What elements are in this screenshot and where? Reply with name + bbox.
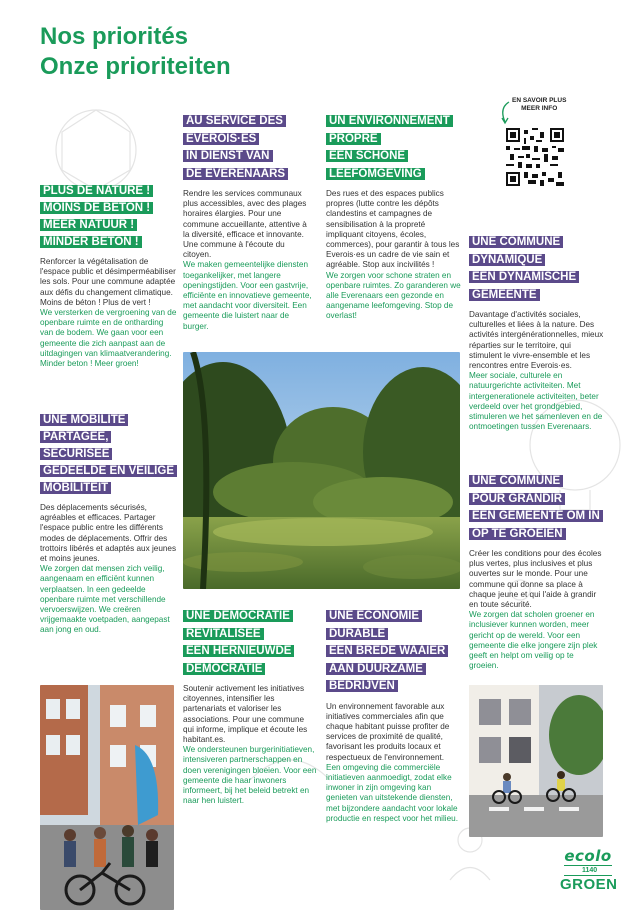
heading-line: DE EVERENAARS bbox=[183, 168, 288, 180]
heading-line: EEN HERNIEUWDE bbox=[183, 645, 294, 657]
heading-line: LEEFOMGEVING bbox=[326, 168, 425, 180]
heading-line: PLUS DE NATURE ! bbox=[40, 185, 153, 197]
text-nl: Meer sociale, culturele en natuurgerichte activiteiten. Met intergenerationele activiteiten, beter verdeeld over het grondgebied, stimuleren we het samenleven en de ontmoetingen tussen Everenaars. bbox=[469, 371, 603, 432]
info-label-nl: MEER INFO bbox=[521, 105, 558, 112]
section-economie bbox=[326, 608, 462, 824]
section-grandir bbox=[469, 473, 605, 671]
heading-line: DYNAMIQUE bbox=[469, 254, 545, 266]
section-nature bbox=[40, 183, 177, 369]
page-title bbox=[40, 22, 231, 82]
photo-pond bbox=[183, 352, 460, 589]
heading-line: MINDER BETON ! bbox=[40, 236, 142, 248]
text-nl: We zorgen voor schone straten en openbare ruimtes. Zo garanderen we alle Everenaars een gezonde en aangename leefomgeving. Stop de overlast! bbox=[326, 270, 461, 321]
heading-line: OP TE GROEIEN bbox=[469, 528, 566, 540]
text-fr: Un environnement favorable aux initiatives commerciales afin que chaque habitant puisse profiter de services de proximité de qualité, favorisant les produits locaux et respectueux de l'environnement. bbox=[326, 701, 450, 762]
title-nl: Onze prioriteiten bbox=[40, 53, 231, 80]
text-fr: Davantage d'activités sociales, culturelles et liées à la nature. Des activités intergénérationnelles, mieux réparties sur le territoire, qui stimulent le vivre-ensemble et les rencontres entre Everois·es. bbox=[469, 310, 604, 371]
heading-line: IN DIENST VAN bbox=[183, 150, 273, 162]
section-heading bbox=[469, 473, 605, 543]
heading-line: REVITALISÉE bbox=[183, 628, 264, 640]
heading-line: UNE DÉMOCRATIE bbox=[183, 610, 293, 622]
heading-line: AU SERVICE DES bbox=[183, 115, 286, 127]
text-nl: We zorgen dat mensen zich veilig, aangenaam en efficiënt kunnen verplaatsen. In een gedeelde openbare ruimte met verschillende vervoerswijzen. We creëren vrijgemaakte voetpaden, aangepast aan jong en oud. bbox=[40, 564, 170, 635]
text-fr: Des déplacements sécurisés, agréables et efficaces. Partager l'espace public entre les différents modes de déplacements. Offrir des trottoirs libérés et adaptés aux jeunes et moins jeunes. bbox=[40, 503, 177, 564]
info-label bbox=[512, 97, 566, 113]
logo-groen: GROEN bbox=[560, 876, 618, 893]
heading-line: GEMEENTE bbox=[469, 289, 540, 301]
qr-code[interactable] bbox=[506, 128, 564, 186]
photo-kids-cycling bbox=[469, 685, 603, 837]
heading-line: EEN GEMEENTE OM IN bbox=[469, 510, 603, 522]
text-fr: Soutenir activement les initiatives citoyennes, intensifier les partenariats et valoriser les associations. Pour une commune qui informe, implique et écoute les habitant.es. bbox=[183, 684, 308, 745]
heading-line: POUR GRANDIR bbox=[469, 493, 565, 505]
heading-line: MOBILITEIT bbox=[40, 482, 111, 494]
arrow-icon bbox=[497, 100, 513, 126]
heading-line: EEN DYNAMISCHE bbox=[469, 271, 579, 283]
heading-line: DEMOCRATIE bbox=[183, 663, 265, 675]
text-fr: Créer les conditions pour des écoles plus vertes, plus inclusives et plus ouvertes sur le monde. Pour une commune qui donne sa place à chaque jeune et qui l'aide à grandir en toute sécurité. bbox=[469, 549, 602, 610]
section-heading bbox=[326, 608, 462, 696]
section-heading bbox=[469, 234, 605, 304]
heading-line: MEER NATUUR ! bbox=[40, 219, 137, 231]
heading-line: UNE COMMUNE bbox=[469, 475, 563, 487]
title-fr: Nos priorités bbox=[40, 23, 189, 50]
text-fr: Rendre les services communaux plus accessibles, avec des plages horaires élargies. Pour une commune accueillante, attentive à la diversité, efficace et innovante. Une commune à l'écoute du citoyen. bbox=[183, 189, 307, 260]
heading-line: UN ENVIRONNEMENT bbox=[326, 115, 453, 127]
text-fr: Des rues et des espaces publics propres (lutte contre les dépôts clandestins et campagnes de sensibilisation à la propreté impliquant citoyens, écoles, commerces), pour garantir à tous les Everois·es un cadre de vie sain et agréable. Stop aux incivilités ! bbox=[326, 189, 460, 270]
heading-line: GEDEELDE EN VEILIGE bbox=[40, 465, 177, 477]
heading-line: AAN DUURZAME bbox=[326, 663, 426, 675]
heading-line: MOINS DE BÉTON ! bbox=[40, 202, 153, 214]
section-dynamique bbox=[469, 234, 605, 432]
text-nl: We versterken de vergroening van de openbare ruimte en de ontharding van de bodem. We gaan voor een gemeente die zich aanpast aan de uitdagingen van klimaatverandering. Minder beton ! Meer groen! bbox=[40, 308, 177, 369]
section-heading bbox=[183, 608, 317, 678]
text-nl: Een omgeving die commerciële initiatieven aanmoedigt, zodat elke inwoner in zijn omgeving kan genieten van uitstekende diensten, met bijzondere aandacht voor lokale productie en respect voor het milieu. bbox=[326, 762, 458, 823]
section-service bbox=[183, 113, 315, 332]
heading-line: EVEROIS·ES bbox=[183, 133, 259, 145]
section-heading bbox=[40, 183, 177, 251]
logo-ecolo: ecolo bbox=[564, 847, 612, 865]
heading-line: UNE COMMUNE bbox=[469, 236, 563, 248]
text-nl: We maken gemeentelijke diensten toegankelijker, met langere openingstijden. Voor een gastvrije, efficiënte en innovatieve gemeente, met aandacht voor diversiteit. Een gemeente die luistert naar de burger. bbox=[183, 260, 312, 331]
section-heading bbox=[326, 113, 462, 183]
info-label-fr: EN SAVOIR PLUS bbox=[512, 97, 567, 104]
heading-line: BEDRIJVEN bbox=[326, 680, 398, 692]
heading-line: DURABLE bbox=[326, 628, 388, 640]
heading-line: UNE ÉCONOMIE bbox=[326, 610, 422, 622]
heading-line: EEN SCHONE bbox=[326, 150, 408, 162]
heading-line: EEN BREDE WAAIER bbox=[326, 645, 448, 657]
heading-line: PROPRE bbox=[326, 133, 381, 145]
heading-line: PARTAGÉE, bbox=[40, 431, 111, 443]
photo-street-event bbox=[40, 685, 174, 910]
section-mobilite bbox=[40, 412, 177, 636]
text-fr: Renforcer la végétalisation de l'espace public et désimperméabiliser les sols. Pour une commune adaptée aux défis du changement climatique. Moins de béton ! Plus de vert ! bbox=[40, 257, 176, 307]
logo-number: 1140 bbox=[582, 867, 598, 874]
ecolo-groen-logo bbox=[560, 849, 616, 893]
section-heading bbox=[183, 113, 315, 183]
section-democratie bbox=[183, 608, 317, 806]
heading-line: SÉCURISÉE bbox=[40, 448, 112, 460]
text-nl: We zorgen dat scholen groener en inclusiever kunnen worden, meer gericht op de wereld. Voor een gemeente die elke jongere zijn plek geeft en helpt om veilig op te groeien. bbox=[469, 610, 598, 671]
text-nl: We ondersteunen burgerinitiatieven, intensiveren partnerschappen en doen verenigingen bloeien. Voor een gemeente die haar inwoners informeert, bij het beleid betrekt en naar hen luistert. bbox=[183, 745, 317, 806]
heading-line: UNE MOBILITÉ bbox=[40, 414, 128, 426]
section-heading bbox=[40, 412, 177, 497]
section-environnement bbox=[326, 113, 462, 322]
